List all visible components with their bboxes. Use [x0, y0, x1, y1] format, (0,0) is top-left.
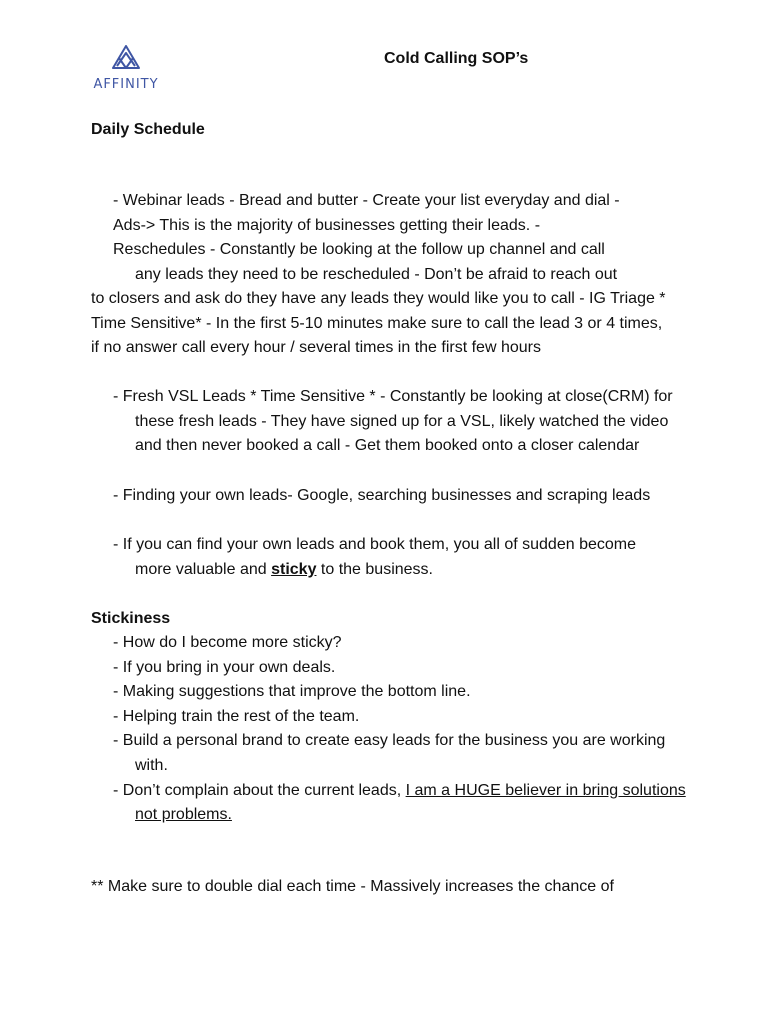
affinity-logo [91, 44, 161, 96]
book-leads-text: - If you can find your own leads and book them, you all of sudden become more valuable and [113, 536, 636, 578]
believer-underlined-text: I am a HUGE believer in bring solutions not problems. [135, 781, 686, 824]
list-item: - Build a personal brand to create easy leads for the business you are working with. [113, 732, 666, 774]
complain-text: - Don’t complain about the current leads, [113, 781, 406, 799]
list-item: - Helping train the rest of the team. [113, 707, 360, 725]
stickiness-list [113, 631, 690, 828]
list-item [113, 779, 690, 828]
affinity-logo-icon [109, 44, 143, 74]
stickiness-heading: Stickiness [91, 610, 171, 627]
book-leads-item [113, 533, 655, 582]
list-item: - If you bring in your own deals. [113, 658, 336, 676]
page-title: Cold Calling SOP’s [384, 50, 529, 67]
webinar-line-4: any leads they need to be rescheduled - Don’t be afraid to reach out [135, 266, 618, 283]
webinar-line-1: - Webinar leads - Bread and butter - Create your list everyday and dial - [113, 192, 620, 209]
logo-wordmark: AFFINITY [93, 77, 159, 92]
book-leads-tail: to the business. [316, 560, 433, 578]
vsl-leads-item: - Fresh VSL Leads * Time Sensitive * - Constantly be looking at close(CRM) for these fresh leads - They have signed up for a VSL, likely watched the video and then never booked a call - Get them booked onto a closer calendar [113, 388, 673, 455]
own-leads-item: - Finding your own leads- Google, searching businesses and scraping leads [113, 487, 651, 504]
webinar-paragraph-rest: to closers and ask do they have any leads they would like you to call - IG Triage * Time Sensitive* - In the first 5-10 minutes make sure to call the lead 3 or 4 times, if no answer call every hour / several times in the first few hours [91, 290, 666, 357]
list-item: - Making suggestions that improve the bottom line. [113, 683, 471, 701]
double-dial-note: ** Make sure to double dial each time - Massively increases the chance of [91, 878, 614, 895]
sticky-word: sticky [271, 560, 317, 578]
list-item: - How do I become more sticky? [113, 634, 342, 651]
webinar-line-2: Ads-> This is the majority of businesses getting their leads. - [113, 217, 541, 234]
webinar-line-3: Reschedules - Constantly be looking at the follow up channel and call [113, 241, 605, 258]
daily-schedule-heading: Daily Schedule [91, 121, 205, 138]
